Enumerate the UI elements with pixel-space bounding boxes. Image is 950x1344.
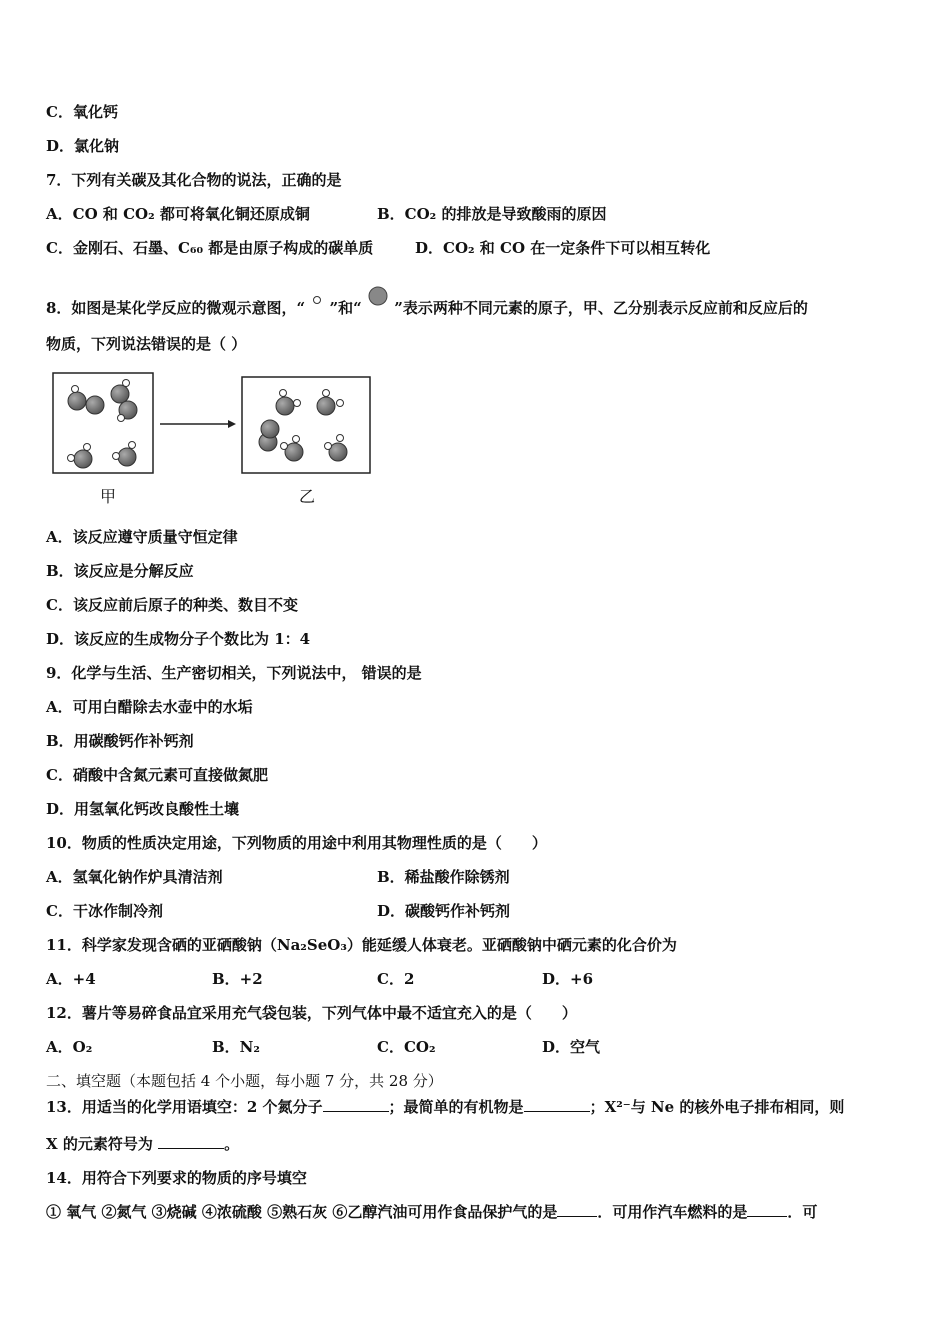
q6-option-c: C．氧化钙 <box>46 103 118 121</box>
q10-stem: 10．物质的性质决定用途，下列物质的用途中利用其物理性质的是（ ） <box>46 834 547 852</box>
q9-option-b: B．用碳酸钙作补钙剂 <box>46 732 194 750</box>
q11-stem: 11．科学家发现含硒的亚硒酸钠（Na₂SeO₃）能延缓人体衰老。亚硒酸钠中硒元素的化合价为 <box>46 936 677 954</box>
q12-stem: 12．薯片等易碎食品宜采用充气袋包装，下列气体中最不适宜充入的是（ ） <box>46 1004 577 1022</box>
q13-line2 <box>46 1134 239 1154</box>
q10-option-b: B．稀盐酸作除锈剂 <box>377 868 510 886</box>
q13-line1 <box>46 1097 844 1117</box>
answer-blank[interactable] <box>323 1097 389 1112</box>
q12-option-d: D．空气 <box>542 1038 601 1056</box>
q8-option-a: A．该反应遵守质量守恒定律 <box>46 528 238 546</box>
q7-stem: 7．下列有关碳及其化合物的说法，正确的是 <box>46 171 342 189</box>
q7-option-a: A．CO 和 CO₂ 都可将氧化铜还原成铜 <box>46 205 310 223</box>
q14-stem: 14．用符合下列要求的物质的序号填空 <box>46 1169 307 1187</box>
q8-stem-mid: ”和“ <box>329 299 362 317</box>
q7-option-c: C．金刚石、石墨、C₆₀ 都是由原子构成的碳单质 <box>46 239 374 257</box>
arrow-head-icon <box>228 420 236 428</box>
q10-option-c: C．干冰作制冷剂 <box>46 902 163 920</box>
large-atom-icon <box>367 285 389 307</box>
q9-option-c: C．硝酸中含氮元素可直接做氮肥 <box>46 766 268 784</box>
answer-blank[interactable] <box>524 1097 590 1112</box>
reaction-diagram <box>50 370 380 480</box>
q14-line2-part2: ．可用作汽车燃料的是 <box>597 1203 748 1221</box>
small-atom-icon <box>310 293 324 307</box>
q12-option-c: C．CO₂ <box>377 1038 436 1056</box>
q11-option-b: B．+2 <box>212 970 263 988</box>
q8-stem-part1: 8．如图是某化学反应的微观示意图，“ <box>46 299 306 317</box>
q13-part1: 13．用适当的化学用语填空：2 个氮分子 <box>46 1098 323 1116</box>
q13-line2-part1: X 的元素符号为 <box>46 1135 153 1153</box>
q14-line2-part1: ① 氧气 ②氮气 ③烧碱 ④浓硫酸 ⑤熟石灰 ⑥乙醇汽油可用作食品保护气的是 <box>46 1203 558 1221</box>
after-box <box>242 377 370 473</box>
q10-option-a: A．氢氧化钠作炉具清洁剂 <box>46 868 223 886</box>
molecule-after <box>259 420 279 451</box>
answer-blank[interactable] <box>557 1202 597 1217</box>
q8-option-d: D．该反应的生成物分子个数比为 1：4 <box>46 630 311 648</box>
q8-stem <box>46 285 808 318</box>
q14-line2 <box>46 1202 817 1222</box>
q7-option-d: D．CO₂ 和 CO 在一定条件下可以相互转化 <box>415 239 711 257</box>
q13-line2-part2: 。 <box>224 1135 240 1153</box>
label-after: 乙 <box>299 487 316 506</box>
q12-option-a: A．O₂ <box>46 1038 93 1056</box>
q10-option-d: D．碳酸钙作补钙剂 <box>377 902 511 920</box>
q11-option-d: D．+6 <box>542 970 594 988</box>
q9-option-d: D．用氢氧化钙改良酸性土壤 <box>46 800 240 818</box>
q9-stem: 9．化学与生活、生产密切相关，下列说法中， 错误的是 <box>46 664 422 682</box>
q9-option-a: A．可用白醋除去水壶中的水垢 <box>46 698 253 716</box>
q14-line2-part3: ．可 <box>787 1203 818 1221</box>
q8-option-c: C．该反应前后原子的种类、数目不变 <box>46 596 298 614</box>
q7-option-b: B．CO₂ 的排放是导致酸雨的原因 <box>377 205 607 223</box>
answer-blank[interactable] <box>158 1134 224 1149</box>
q6-option-d: D．氯化钠 <box>46 137 120 155</box>
section-title: 二、填空题（本题包括 4 个小题，每小题 7 分，共 28 分） <box>46 1072 443 1090</box>
label-before: 甲 <box>100 487 117 506</box>
q11-option-a: A．+4 <box>46 970 96 988</box>
q11-option-c: C．2 <box>377 970 415 988</box>
answer-blank[interactable] <box>747 1202 787 1217</box>
q8-stem-line2: 物质，下列说法错误的是（ ） <box>46 335 247 353</box>
q13-part3: ；X²⁻与 Ne 的核外电子排布相同，则 <box>589 1098 845 1116</box>
q8-option-b: B．该反应是分解反应 <box>46 562 194 580</box>
q12-option-b: B．N₂ <box>212 1038 260 1056</box>
q8-stem-part2: ”表示两种不同元素的原子，甲、乙分别表示反应前和反应后的 <box>394 299 808 317</box>
q13-part2: ；最简单的有机物是 <box>388 1098 524 1116</box>
